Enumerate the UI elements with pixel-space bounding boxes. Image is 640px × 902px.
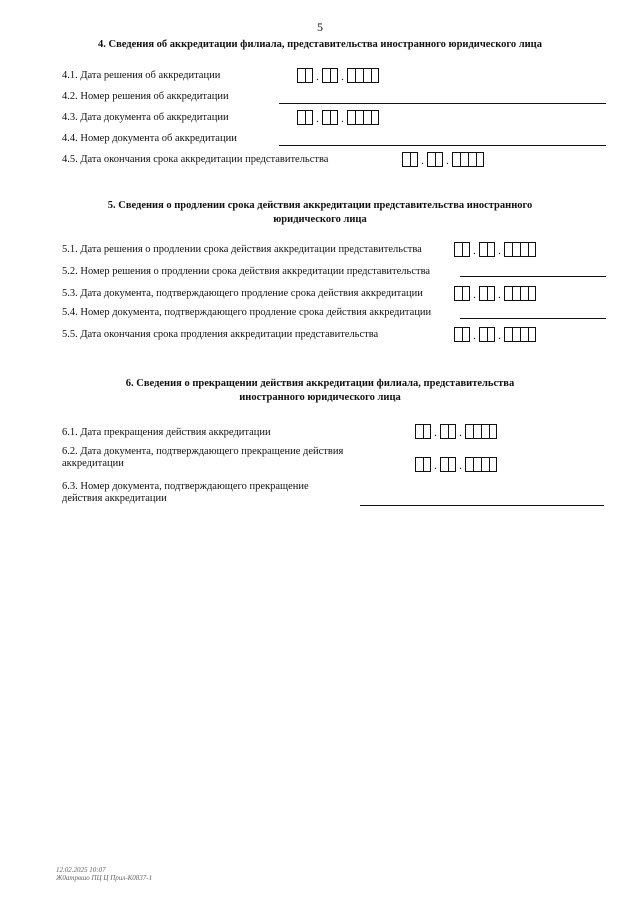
date-cell[interactable]: [465, 457, 473, 472]
section-5-title: [40, 199, 600, 227]
date-4-1-field[interactable]: [297, 68, 379, 83]
number-5-4-field[interactable]: [460, 318, 606, 319]
section-6-title-line1: 6. Сведения о прекращении действия аккредитации филиала, представительства: [125, 378, 515, 389]
date-separator: .: [341, 71, 344, 83]
date-cell[interactable]: [512, 327, 520, 342]
date-cell[interactable]: [410, 152, 418, 167]
date-separator: .: [459, 427, 462, 439]
date-separator: .: [434, 460, 437, 472]
date-cell[interactable]: [423, 457, 431, 472]
section-6-title-line2: иностранного юридического лица: [239, 392, 401, 403]
date-cell[interactable]: [305, 68, 313, 83]
date-separator: .: [459, 460, 462, 472]
date-cell[interactable]: [347, 110, 355, 125]
date-4-3-field[interactable]: [297, 110, 379, 125]
date-cell[interactable]: [504, 286, 512, 301]
date-cell[interactable]: [476, 152, 484, 167]
date-cell[interactable]: [435, 152, 443, 167]
date-cell[interactable]: [512, 286, 520, 301]
date-cell[interactable]: [440, 424, 448, 439]
date-5-1-field[interactable]: [454, 242, 536, 257]
date-cell[interactable]: [481, 424, 489, 439]
date-separator: .: [473, 245, 476, 257]
date-cell[interactable]: [479, 242, 487, 257]
date-cell[interactable]: [528, 327, 536, 342]
section-5-title-line2: юридического лица: [273, 214, 367, 225]
date-separator: .: [498, 245, 501, 257]
section-6-title: [40, 377, 600, 405]
date-cell[interactable]: [347, 68, 355, 83]
date-cell[interactable]: [489, 457, 497, 472]
date-cell[interactable]: [460, 152, 468, 167]
date-separator: .: [473, 330, 476, 342]
date-cell[interactable]: [520, 242, 528, 257]
number-5-2-field[interactable]: [460, 276, 606, 277]
date-separator: .: [446, 155, 449, 167]
date-4-5-field[interactable]: [402, 152, 484, 167]
date-separator: .: [316, 113, 319, 125]
date-cell[interactable]: [322, 68, 330, 83]
date-cell[interactable]: [322, 110, 330, 125]
page-number: 5: [317, 20, 323, 34]
date-cell[interactable]: [415, 424, 423, 439]
date-cell[interactable]: [462, 327, 470, 342]
item-5-3-label: 5.3. Дата документа, подтверждающего продление срока действия аккредитации: [62, 288, 423, 299]
date-cell[interactable]: [489, 424, 497, 439]
section-5-title-line1: 5. Сведения о продлении срока действия аккредитации представительства иностранного: [107, 200, 533, 211]
date-cell[interactable]: [330, 68, 338, 83]
date-cell[interactable]: [479, 327, 487, 342]
print-stamp-reference: Ж0атрвшо ПЦ Ц Прил-К0837-1: [56, 874, 153, 882]
date-cell[interactable]: [448, 457, 456, 472]
item-4-1-label: 4.1. Дата решения об аккредитации: [62, 70, 221, 81]
date-6-1-field[interactable]: [415, 424, 497, 439]
date-cell[interactable]: [504, 242, 512, 257]
date-cell[interactable]: [487, 286, 495, 301]
date-separator: .: [498, 289, 501, 301]
date-cell[interactable]: [363, 110, 371, 125]
date-cell[interactable]: [402, 152, 410, 167]
date-cell[interactable]: [427, 152, 435, 167]
number-4-2-field[interactable]: [279, 103, 606, 104]
date-cell[interactable]: [462, 242, 470, 257]
date-separator: .: [473, 289, 476, 301]
date-cell[interactable]: [454, 286, 462, 301]
date-cell[interactable]: [468, 152, 476, 167]
number-4-4-field[interactable]: [279, 145, 606, 146]
item-5-2-label: 5.2. Номер решения о продлении срока действия аккредитации представительства: [62, 266, 431, 277]
date-cell[interactable]: [330, 110, 338, 125]
date-cell[interactable]: [528, 286, 536, 301]
date-cell[interactable]: [415, 457, 423, 472]
date-cell[interactable]: [305, 110, 313, 125]
date-cell[interactable]: [363, 68, 371, 83]
date-cell[interactable]: [479, 286, 487, 301]
date-cell[interactable]: [487, 242, 495, 257]
date-cell[interactable]: [454, 327, 462, 342]
date-5-3-field[interactable]: [454, 286, 536, 301]
date-6-2-field[interactable]: [415, 457, 497, 472]
item-5-4-label: 5.4. Номер документа, подтверждающего продление срока действия аккредитации: [62, 307, 432, 318]
date-cell[interactable]: [423, 424, 431, 439]
date-cell[interactable]: [520, 327, 528, 342]
item-4-4-label: 4.4. Номер документа об аккредитации: [62, 133, 237, 144]
date-cell[interactable]: [297, 68, 305, 83]
date-cell[interactable]: [454, 242, 462, 257]
date-separator: .: [434, 427, 437, 439]
date-cell[interactable]: [371, 110, 379, 125]
date-separator: .: [498, 330, 501, 342]
item-6-3-label: 6.3. Номер документа, подтверждающего прекращение действия аккредитации: [62, 481, 309, 504]
print-stamp-datetime: 12.02.2025 10:07: [56, 866, 106, 874]
date-cell[interactable]: [355, 110, 363, 125]
date-cell[interactable]: [448, 424, 456, 439]
date-cell[interactable]: [371, 68, 379, 83]
date-cell[interactable]: [355, 68, 363, 83]
item-4-2-label: 4.2. Номер решения об аккредитации: [62, 91, 229, 102]
date-cell[interactable]: [520, 286, 528, 301]
date-cell[interactable]: [465, 424, 473, 439]
date-cell[interactable]: [440, 457, 448, 472]
number-6-3-field[interactable]: [360, 505, 604, 506]
date-cell[interactable]: [528, 242, 536, 257]
date-cell[interactable]: [504, 327, 512, 342]
date-separator: .: [316, 71, 319, 83]
date-5-5-field[interactable]: [454, 327, 536, 342]
item-6-2-label: 6.2. Дата документа, подтверждающего прекращение действия аккредитации: [62, 446, 344, 469]
date-cell[interactable]: [297, 110, 305, 125]
print-stamp: [56, 866, 152, 882]
item-5-5-label: 5.5. Дата окончания срока продления аккредитации представительства: [62, 329, 379, 340]
item-4-5-label: 4.5. Дата окончания срока аккредитации представительства: [62, 154, 329, 165]
date-cell[interactable]: [462, 286, 470, 301]
date-cell[interactable]: [473, 457, 481, 472]
date-cell[interactable]: [473, 424, 481, 439]
date-cell[interactable]: [452, 152, 460, 167]
date-cell[interactable]: [481, 457, 489, 472]
item-5-1-label: 5.1. Дата решения о продлении срока действия аккредитации представительства: [62, 244, 422, 255]
date-cell[interactable]: [487, 327, 495, 342]
item-6-1-label: 6.1. Дата прекращения действия аккредитации: [62, 427, 271, 438]
item-4-3-label: 4.3. Дата документа об аккредитации: [62, 112, 229, 123]
date-separator: .: [341, 113, 344, 125]
date-cell[interactable]: [512, 242, 520, 257]
section-4-title: 4. Сведения об аккредитации филиала, представительства иностранного юридического лица: [98, 39, 542, 50]
date-separator: .: [421, 155, 424, 167]
